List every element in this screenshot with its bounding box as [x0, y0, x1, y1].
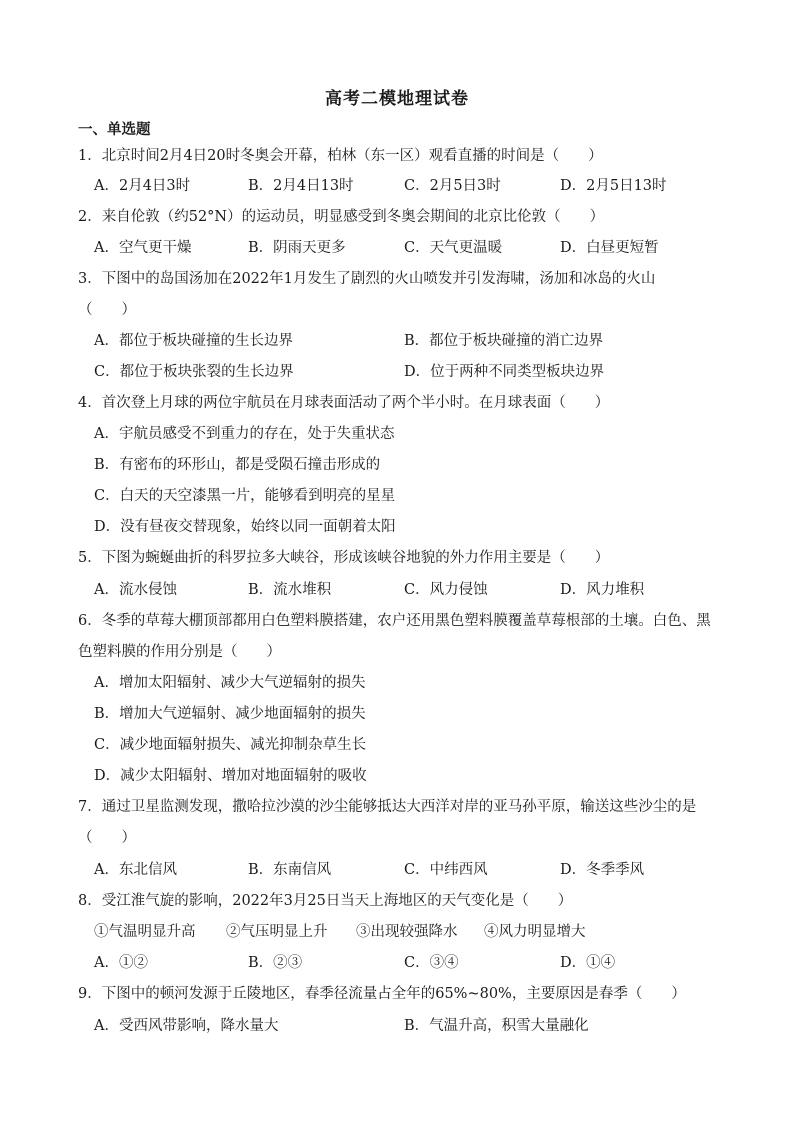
question-1-option-c[interactable]: C．2月5日3时 [404, 178, 501, 194]
question-1-option-d[interactable]: D．2月5日13时 [560, 178, 667, 194]
question-2-stem: 2．来自伦敦（约52°N）的运动员，明显感受到冬奥会期间的北京比伦敦（ ） [78, 209, 605, 225]
question-4-option-a[interactable]: A．宇航员感受不到重力的存在，处于失重状态 [94, 426, 395, 442]
question-8-item-4: ④风力明显增大 [484, 924, 586, 940]
question-8-item-2: ②气压明显上升 [226, 924, 328, 940]
question-7-option-c[interactable]: C．中纬西风 [404, 862, 488, 878]
question-6-option-a[interactable]: A．增加太阳辐射、减少大气逆辐射的损失 [94, 675, 366, 691]
question-7-option-b[interactable]: B．东南信风 [248, 862, 332, 878]
question-9-option-a[interactable]: A．受西风带影响，降水量大 [94, 1018, 279, 1034]
question-4-stem: 4．首次登上月球的两位宇航员在月球表面活动了两个半小时。在月球表面（ ） [78, 395, 610, 411]
question-8-option-b[interactable]: B．②③ [248, 955, 303, 971]
question-8-option-d[interactable]: D．①④ [560, 955, 616, 971]
question-3-option-b[interactable]: B．都位于板块碰撞的消亡边界 [404, 333, 604, 349]
question-6-option-b[interactable]: B．增加大气逆辐射、减少地面辐射的损失 [94, 706, 366, 722]
question-7-stem-continued: （ ） [78, 830, 136, 846]
question-5-option-b[interactable]: B．流水堆积 [248, 582, 332, 598]
question-7-stem: 7．通过卫星监测发现，撒哈拉沙漠的沙尘能够抵达大西洋对岸的亚马孙平原，输送这些沙尘的是 [78, 799, 697, 815]
question-1-stem: 1．北京时间2月4日20时冬奥会开幕，柏林（东一区）观看直播的时间是（ ） [78, 148, 603, 164]
question-8-item-3: ③出现较强降水 [356, 924, 458, 940]
question-9-stem: 9．下图中的顿河发源于丘陵地区，春季径流量占全年的65%~80%，主要原因是春季（ ） [78, 986, 686, 1002]
question-7-option-d[interactable]: D．冬季季风 [560, 862, 645, 878]
question-6-stem: 6．冬季的草莓大棚顶部都用白色塑料膜搭建，农户还用黑色塑料膜覆盖草莓根部的土壤。白色、黑 [78, 613, 711, 629]
question-3-stem: 3．下图中的岛国汤加在2022年1月发生了剧烈的火山喷发并引发海啸，汤加和冰岛的火山 [78, 271, 656, 287]
question-3-stem-continued: （ ） [78, 302, 136, 318]
question-8-option-c[interactable]: C．③④ [404, 955, 459, 971]
section-heading: 一、单选题 [78, 121, 151, 138]
page-title: 高考二模地理试卷 [325, 89, 469, 109]
question-8-stem: 8．受江淮气旋的影响，2022年3月25日当天上海地区的天气变化是（ ） [78, 893, 573, 909]
question-6-stem-continued: 色塑料膜的作用分别是（ ） [78, 644, 281, 660]
question-5-option-a[interactable]: A．流水侵蚀 [94, 582, 177, 598]
question-4-option-b[interactable]: B．有密布的环形山，都是受陨石撞击形成的 [94, 457, 381, 473]
question-5-option-d[interactable]: D．风力堆积 [560, 582, 645, 598]
question-9-option-b[interactable]: B．气温升高，积雪大量融化 [404, 1018, 589, 1034]
question-3-option-c[interactable]: C．都位于板块张裂的生长边界 [94, 364, 294, 380]
question-2-option-a[interactable]: A．空气更干燥 [94, 240, 192, 256]
question-4-option-d[interactable]: D．没有昼夜交替现象，始终以同一面朝着太阳 [94, 519, 396, 535]
question-4-option-c[interactable]: C．白天的天空漆黑一片，能够看到明亮的星星 [94, 488, 396, 504]
question-3-option-d[interactable]: D．位于两种不同类型板块边界 [404, 364, 605, 380]
question-7-option-a[interactable]: A．东北信风 [94, 862, 177, 878]
question-6-option-c[interactable]: C．减少地面辐射损失、减光抑制杂草生长 [94, 737, 367, 753]
question-8-item-1: ①气温明显升高 [94, 924, 196, 940]
question-5-option-c[interactable]: C．风力侵蚀 [404, 582, 488, 598]
question-1-option-a[interactable]: A．2月4日3时 [94, 178, 191, 194]
question-5-stem: 5．下图为蜿蜒曲折的科罗拉多大峡谷，形成该峡谷地貌的外力作用主要是（ ） [78, 550, 610, 566]
question-3-option-a[interactable]: A．都位于板块碰撞的生长边界 [94, 333, 293, 349]
question-8-option-a[interactable]: A．①② [94, 955, 148, 971]
question-2-option-d[interactable]: D．白昼更短暂 [560, 240, 659, 256]
question-6-option-d[interactable]: D．减少太阳辐射、增加对地面辐射的吸收 [94, 768, 367, 784]
question-2-option-c[interactable]: C．天气更温暖 [404, 240, 503, 256]
question-1-option-b[interactable]: B．2月4日13时 [248, 178, 354, 194]
question-2-option-b[interactable]: B．阴雨天更多 [248, 240, 346, 256]
